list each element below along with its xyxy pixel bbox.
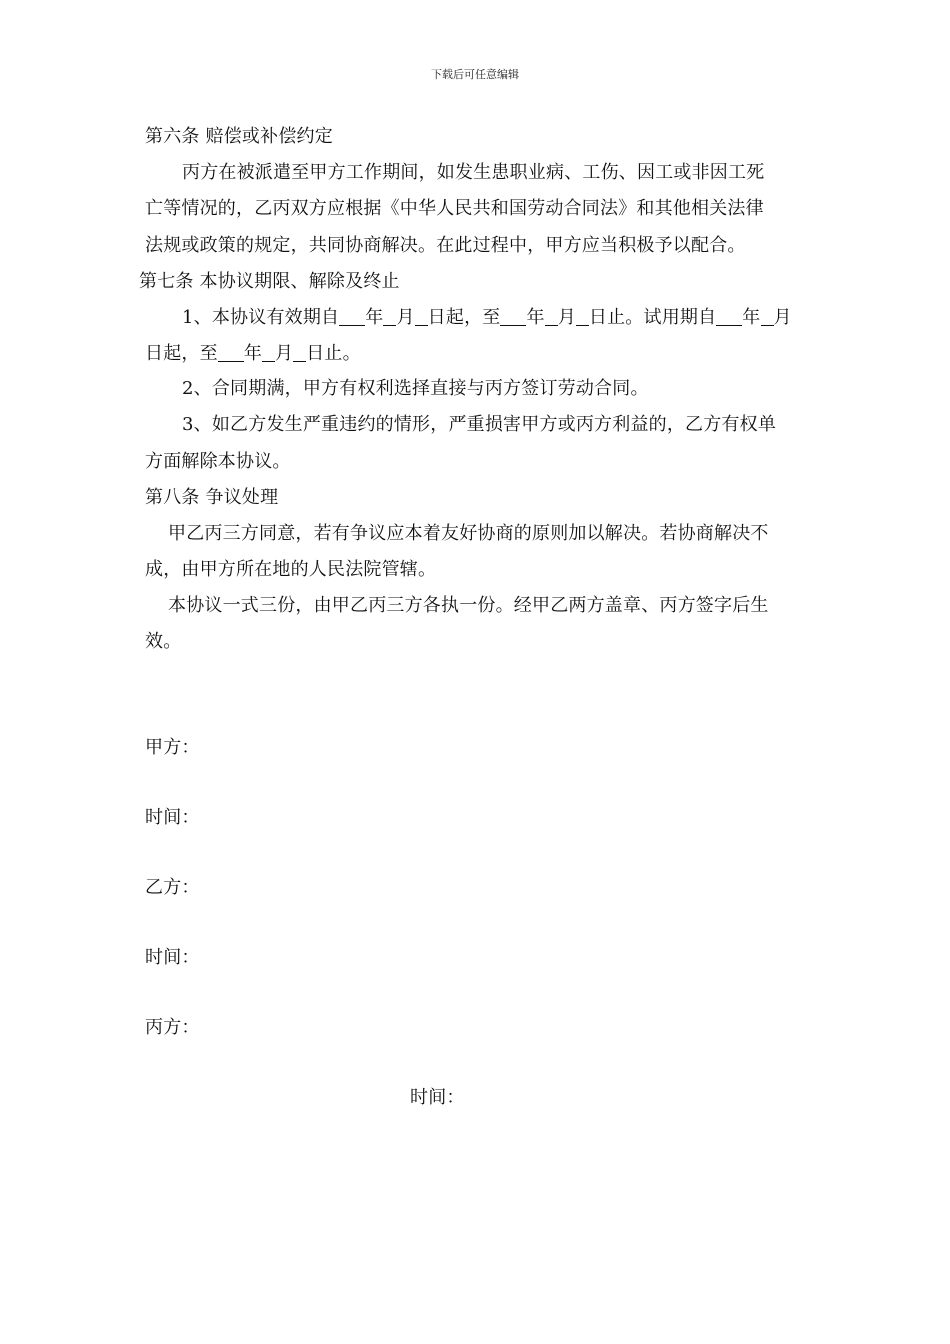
signature-party-a: 甲方：	[145, 737, 200, 758]
blank-month	[545, 307, 558, 326]
article8-title: 第八条 争议处理	[145, 487, 279, 508]
signature-party-b: 乙方：	[145, 877, 200, 898]
text-segment: 年	[243, 343, 263, 364]
article6-title: 第六条 赔偿或补偿约定	[145, 126, 333, 147]
text-segment: 日止。试用期自	[588, 307, 717, 328]
article7-item1-line2	[145, 342, 361, 366]
blank-day	[415, 307, 428, 326]
text-segment: 月	[557, 307, 576, 328]
blank-day	[576, 307, 589, 326]
signature-time-a: 时间：	[145, 807, 200, 828]
text-segment: 年	[365, 307, 384, 328]
text-segment: 日止。	[306, 343, 361, 364]
header-note: 下载后可任意编辑	[431, 68, 519, 81]
article6-line-2: 亡等情况的，乙丙双方应根据《中华人民共和国劳动合同法》和其他相关法律	[145, 198, 764, 219]
blank-month	[262, 343, 275, 362]
article7-item3-line1: 3、如乙方发生严重违约的情形，严重损害甲方或丙方利益的，乙方有权单	[182, 414, 777, 435]
blank-year	[339, 307, 365, 326]
blank-month	[383, 307, 396, 326]
text-segment: 日起，至	[145, 343, 218, 364]
signature-party-c: 丙方：	[145, 1017, 200, 1038]
text-segment: 月	[275, 343, 294, 364]
text-segment: 年	[742, 307, 761, 328]
text-segment: 年	[526, 307, 545, 328]
article7-item1-line1	[182, 306, 792, 330]
article7-item2: 2、合同期满，甲方有权利选择直接与丙方签订劳动合同。	[182, 378, 649, 399]
blank-day	[293, 343, 306, 362]
blank-year	[500, 307, 526, 326]
signature-time-b: 时间：	[145, 947, 200, 968]
article7-title: 第七条 本协议期限、解除及终止	[139, 271, 400, 292]
article6-line-1: 丙方在被派遣至甲方工作期间，如发生患职业病、工伤、因工或非因工死	[182, 162, 765, 183]
article8-para1-line2: 成，由甲方所在地的人民法院管辖。	[145, 559, 437, 580]
article8-para2-line1: 本协议一式三份，由甲乙丙三方各执一份。经甲乙两方盖章、丙方签字后生	[168, 595, 769, 616]
article7-item3-line2: 方面解除本协议。	[145, 451, 291, 472]
text-segment: 日起，至	[427, 307, 501, 328]
article6-line-3: 法规或政策的规定，共同协商解决。在此过程中，甲方应当积极予以配合。	[145, 235, 746, 256]
article8-para2-line2: 效。	[145, 631, 182, 652]
blank-year	[218, 343, 244, 362]
text-segment: 月	[773, 307, 792, 328]
blank-year	[716, 307, 742, 326]
text-segment: 1、本协议有效期自	[182, 307, 340, 328]
blank-month	[761, 307, 774, 326]
text-segment: 月	[396, 307, 415, 328]
signature-time-c: 时间：	[410, 1087, 465, 1108]
article8-para1-line1: 甲乙丙三方同意，若有争议应本着友好协商的原则加以解决。若协商解决不	[168, 523, 769, 544]
